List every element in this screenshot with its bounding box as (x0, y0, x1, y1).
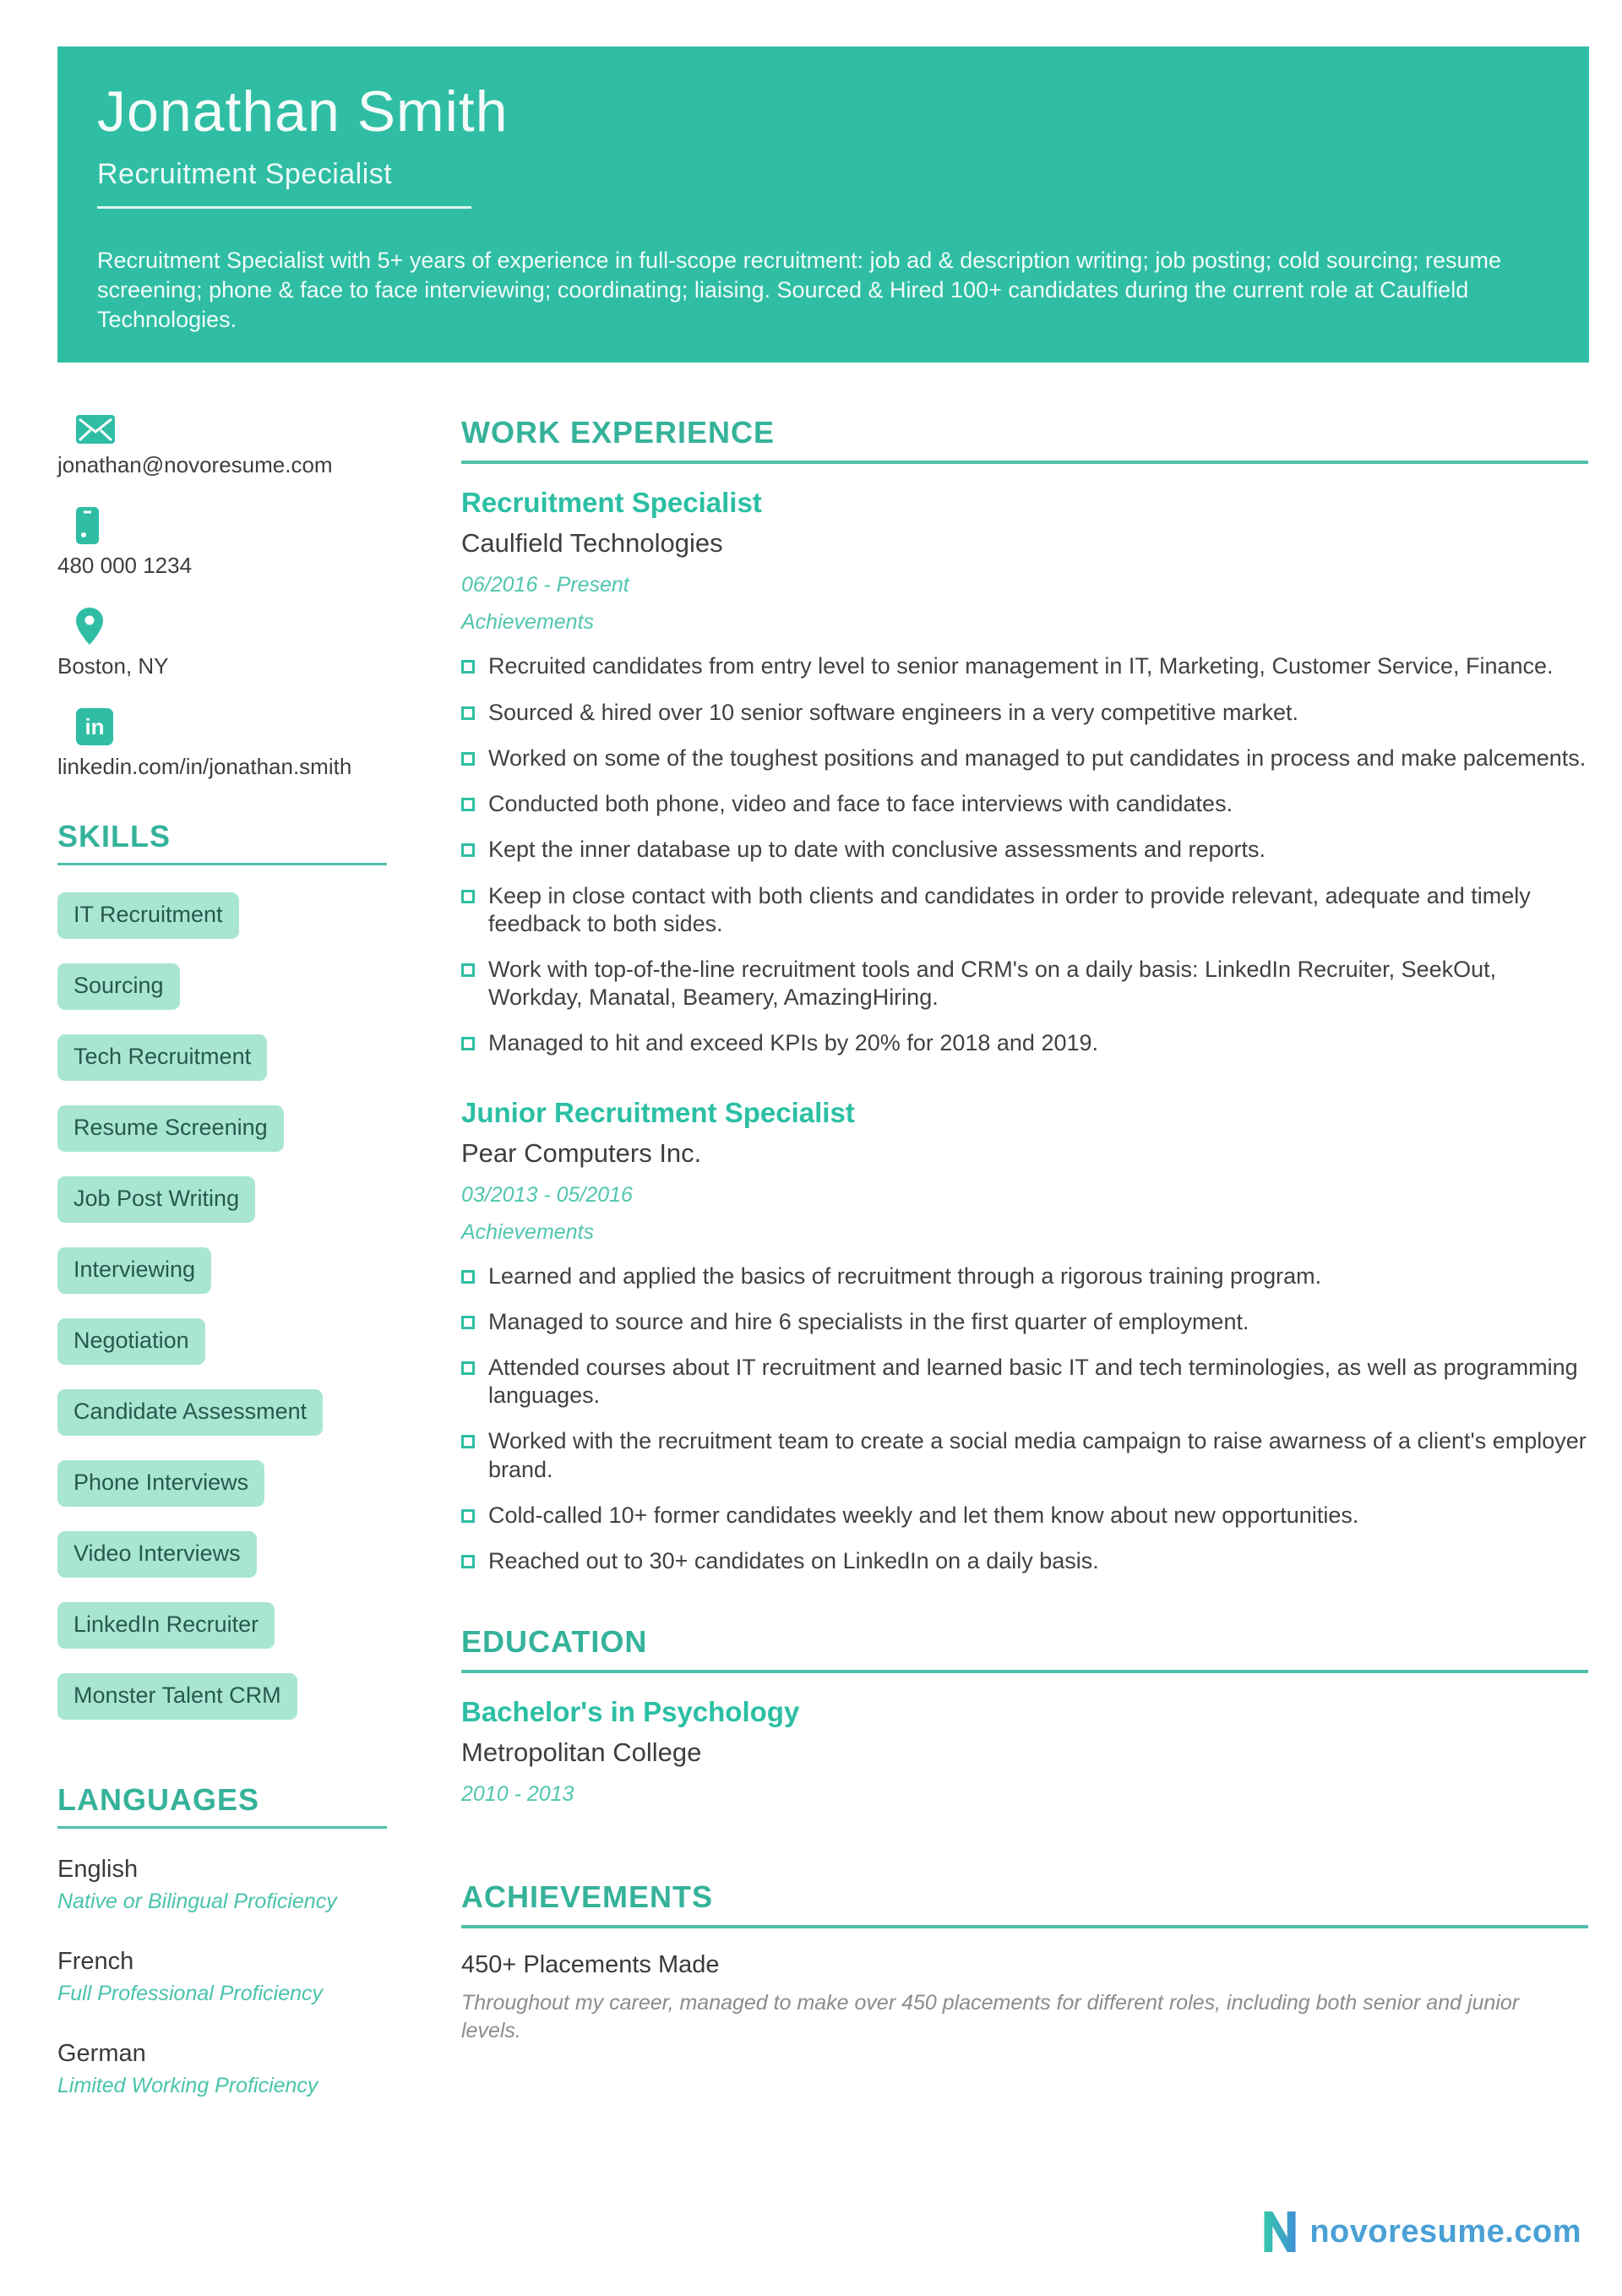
content-columns (0, 363, 1622, 2132)
bullet-text: Worked with the recruitment team to create a social media campaign to raise awarness of a client's employer brand. (488, 1428, 1587, 1482)
main-column (461, 415, 1588, 2045)
job-company: Caulfield Technologies (461, 528, 723, 559)
bullet-text: Cold-called 10+ former candidates weekly and let them know about new opportunities. (488, 1502, 1359, 1528)
skill-tag: Sourcing (57, 963, 180, 1010)
bullet-item (461, 1308, 1588, 1336)
achievement-description: Throughout my career, managed to make over 450 placements for different roles, including both senior and junior levels. (461, 1991, 1520, 2043)
bullet-item (461, 882, 1588, 938)
education-section (461, 1624, 1588, 1807)
degree-title: Bachelor's in Psychology (461, 1696, 800, 1728)
linkedin-value: linkedin.com/in/jonathan.smith (57, 754, 352, 780)
job-entry (461, 1097, 1588, 1576)
contact-section (57, 415, 387, 780)
skill-tag: LinkedIn Recruiter (57, 1602, 275, 1649)
bullet-item (461, 699, 1588, 727)
bullet-text: Managed to hit and exceed KPIs by 20% for 2018 and 2019. (488, 1030, 1099, 1056)
contact-location (57, 608, 387, 679)
bullet-text: Managed to source and hire 6 specialists in the first quarter of employment. (488, 1308, 1249, 1334)
bullet-item (461, 956, 1588, 1012)
language-item (57, 1948, 387, 2006)
phone-value: 480 000 1234 (57, 553, 193, 579)
bullet-item (461, 652, 1588, 680)
email-value: jonathan@novoresume.com (57, 452, 333, 478)
skill-tag: Tech Recruitment (57, 1034, 267, 1081)
contact-phone (57, 507, 387, 579)
bullet-item (461, 1263, 1588, 1290)
job-dates: 06/2016 - Present (461, 573, 629, 597)
square-bullet-icon (461, 1435, 475, 1448)
achievements-section (461, 1879, 1588, 2045)
square-bullet-icon (461, 660, 475, 674)
bullet-text: Attended courses about IT recruitment and learned basic IT and tech terminologies, as well as programming languages. (488, 1354, 1578, 1409)
square-bullet-icon (461, 1316, 475, 1329)
achievements-heading: ACHIEVEMENTS (461, 1879, 1588, 1928)
skills-heading: SKILLS (57, 819, 387, 865)
bullet-item (461, 836, 1588, 864)
job-bullet-list (461, 1263, 1588, 1576)
person-job-title: Recruitment Specialist (97, 158, 471, 209)
summary-paragraph: Recruitment Specialist with 5+ years of experience in full-scope recruitment: job ad & description writing; job posting; cold sourcing; resume screening; phone & face to face interviewing; coordinating; liaising. Sourced & Hired 100+ candidates during the current role at Caulfield Technologies. (97, 248, 1502, 332)
skills-section (57, 819, 387, 1720)
square-bullet-icon (461, 1037, 475, 1050)
square-bullet-icon (461, 843, 475, 857)
language-level: Native or Bilingual Proficiency (57, 1890, 337, 1914)
job-dates: 03/2013 - 05/2016 (461, 1182, 633, 1207)
job-title: Junior Recruitment Specialist (461, 1096, 855, 1128)
square-bullet-icon (461, 706, 475, 720)
contact-email (57, 415, 387, 478)
square-bullet-icon (461, 1270, 475, 1284)
square-bullet-icon (461, 798, 475, 811)
skill-tag: Job Post Writing (57, 1176, 255, 1223)
skill-tag: Monster Talent CRM (57, 1673, 297, 1720)
bullet-text: Conducted both phone, video and face to face interviews with candidates. (488, 791, 1233, 817)
skill-tag: Resume Screening (57, 1105, 284, 1152)
language-item (57, 2040, 387, 2098)
work-experience-section (461, 415, 1588, 1575)
bullet-item (461, 1502, 1588, 1530)
bullet-item (461, 1427, 1588, 1483)
person-name: Jonathan Smith (97, 79, 509, 144)
bullet-item (461, 1029, 1588, 1057)
skill-tag: IT Recruitment (57, 892, 239, 939)
bullet-text: Kept the inner database up to date with conclusive assessments and reports. (488, 837, 1266, 863)
bullet-text: Recruited candidates from entry level to senior management in IT, Marketing, Customer Service, Finance. (488, 653, 1554, 679)
achievement-title: 450+ Placements Made (461, 1951, 720, 1979)
bullet-item (461, 1547, 1588, 1575)
school-name: Metropolitan College (461, 1737, 702, 1768)
smartphone-icon (76, 507, 99, 544)
language-name: French (57, 1948, 134, 1976)
skill-tag: Video Interviews (57, 1531, 257, 1578)
languages-section (57, 1782, 387, 2098)
bullet-text: Worked on some of the toughest positions and managed to put candidates in process and make palcements. (488, 744, 1587, 771)
contact-linkedin (57, 708, 387, 780)
hero-header (57, 46, 1589, 363)
square-bullet-icon (461, 1361, 475, 1375)
square-bullet-icon (461, 752, 475, 766)
bullet-item (461, 790, 1588, 818)
skill-tag: Phone Interviews (57, 1460, 264, 1507)
map-pin-icon (76, 608, 103, 645)
work-experience-heading: WORK EXPERIENCE (461, 415, 1588, 464)
skill-tag: Negotiation (57, 1318, 205, 1365)
bullet-text: Reached out to 30+ candidates on LinkedIn on a daily basis. (488, 1547, 1099, 1573)
square-bullet-icon (461, 1509, 475, 1523)
location-value: Boston, NY (57, 653, 169, 679)
square-bullet-icon (461, 890, 475, 903)
languages-heading: LANGUAGES (57, 1782, 387, 1829)
achievements-label: Achievements (461, 1219, 595, 1244)
bullet-item (461, 1354, 1588, 1410)
achievements-label: Achievements (461, 610, 595, 635)
job-company: Pear Computers Inc. (461, 1137, 702, 1168)
job-bullet-list (461, 652, 1588, 1057)
language-level: Full Professional Proficiency (57, 1982, 324, 2006)
language-name: English (57, 1856, 139, 1884)
skill-tag: Interviewing (57, 1247, 211, 1294)
svg-text:in: in (84, 714, 105, 740)
envelope-icon (76, 415, 115, 444)
footer-brand (1261, 2211, 1581, 2252)
education-dates: 2010 - 2013 (461, 1782, 574, 1807)
bullet-item (461, 744, 1588, 772)
brand-name: novoresume.com (1309, 2213, 1581, 2250)
bullet-text: Keep in close contact with both clients and candidates in order to provide relevant, adequate and timely feedback to both sides. (488, 882, 1531, 936)
language-level: Limited Working Proficiency (57, 2074, 318, 2098)
job-entry (461, 487, 1588, 1057)
language-item (57, 1856, 387, 1914)
novoresume-n-logo (1261, 2211, 1298, 2252)
language-name: German (57, 2040, 146, 2068)
square-bullet-icon (461, 1555, 475, 1568)
bullet-text: Work with top-of-the-line recruitment tools and CRM's on a daily basis: LinkedIn Recruiter, SeekOut, Workday, Manatal, Beamery, AmazingHiring. (488, 956, 1497, 1011)
job-title: Recruitment Specialist (461, 487, 762, 519)
sidebar (57, 415, 461, 2132)
square-bullet-icon (461, 963, 475, 977)
bullet-text: Learned and applied the basics of recruitment through a rigorous training program. (488, 1263, 1322, 1289)
linkedin-icon (76, 708, 113, 745)
skill-tag: Candidate Assessment (57, 1389, 323, 1436)
bullet-text: Sourced & hired over 10 senior software engineers in a very competitive market. (488, 699, 1298, 725)
education-heading: EDUCATION (461, 1624, 1588, 1673)
